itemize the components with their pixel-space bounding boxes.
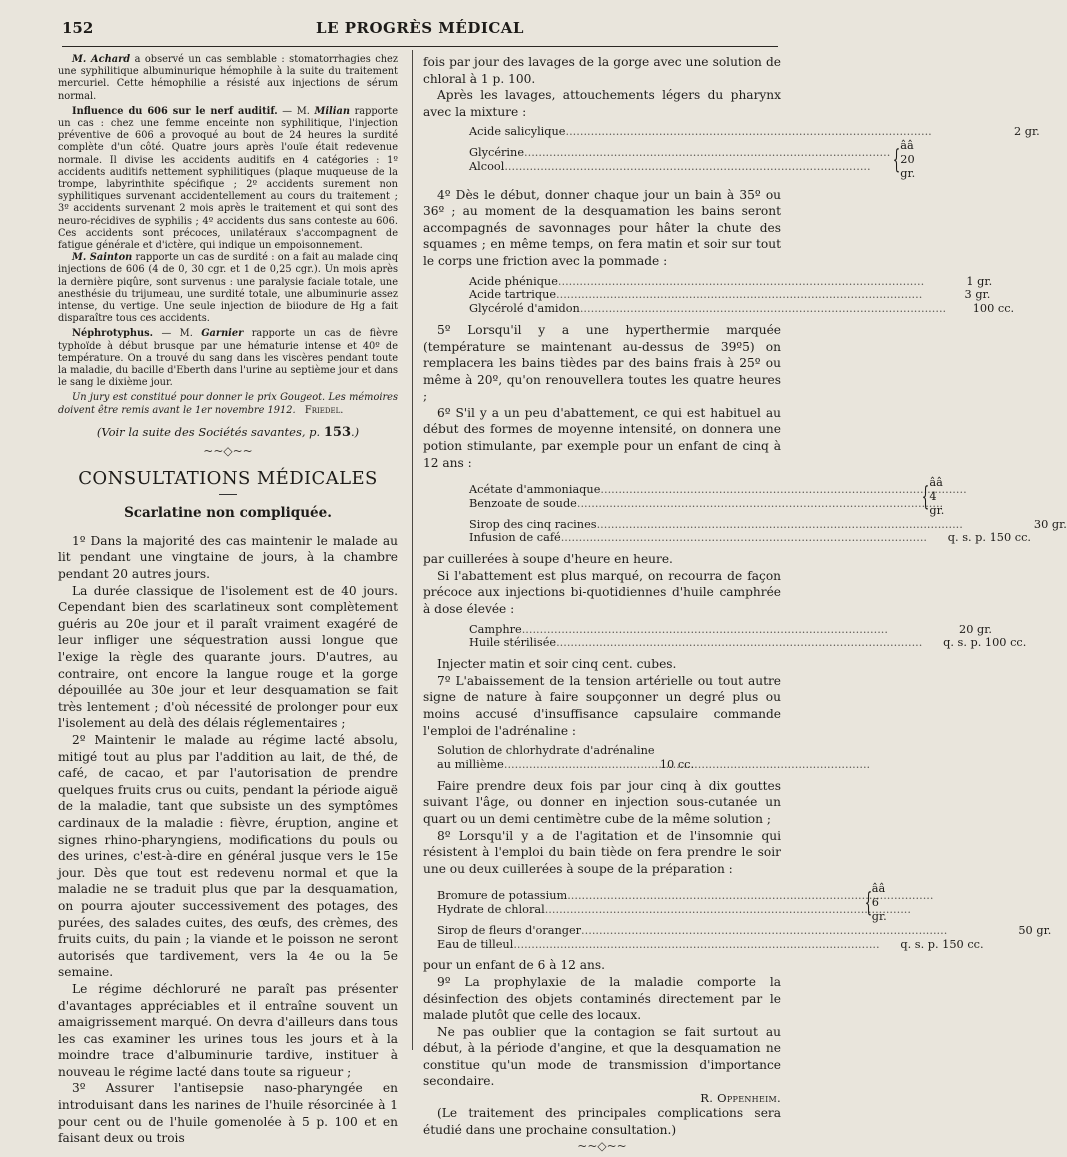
adrenaline-dosage: Faire prendre deux fois par jour cinq à dix gouttes suivant l'âge, ou donner en injection sous-cutanée un quart ou un demi centimètre cube de la même solution ; [423,778,781,826]
brace: { [864,888,872,919]
prescription-camphor [469,622,1027,651]
page-number: 152 [62,19,94,37]
rx-item: Acétate d'ammoniaque ..... [469,483,919,497]
paragraph-nephrotyphus: Néphrotyphus. — M. Garnier rapporte un cas de fièvre typhoïde à début brusque par une hématurie intense et 40º de température. On a trouvé du sang dans les viscères pendant toute la maladie, du bacille d'Eberth dans l'urine au septième jour et dans le sang le dixième jour. [58,328,398,389]
rx-item: Solution de chlorhydrate d'adrénaline [437,744,655,758]
author-signature: R. Oppenheim. [700,1091,781,1106]
contagion-paragraph: Ne pas oublier que la contagion se fait surtout au début, à la période d'angine, et que la desquamation ne constitue qu'un mode de transmission d'importance secondaire. [423,1024,781,1089]
consultation-point-9: 9º La prophylaxie de la maladie comporte la désinfection des objets contaminés directement par le malade plutôt que celle des locaux. [423,974,781,1023]
right-column [423,54,1067,1157]
consultation-point-3: 3º Assurer l'antisepsie naso-pharyngée en introduisant dans les narines de l'huile résorcinée à 1 pour cent ou de l'huile gomenolée à 5 p. 100 et en faisant deux ou trois [58,1081,398,1146]
ornament-divider: ~~◇~~ [203,443,253,458]
prescription-pommade [469,274,1015,316]
paragraph-jury: Un jury est constitué pour donner le prix Gougeot. Les mémoires doivent être remis avant le 1er novembre 1912. Friedel. [58,392,398,416]
consultation-point-1: 1º Dans la majorité des cas maintenir le malade au lit pendant une vingtaine de jours, à la chambre pendant 20 autres jours. [58,533,398,582]
rx-item: Bromure de potassium ..... [437,889,862,903]
section-subtitle: Scarlatine non compliquée. [124,504,332,521]
rx-item: Alcool ..... [469,160,890,174]
closing-note: (Le traitement des principales complications sera étudié dans une prochaine consultation.) [423,1106,781,1137]
section-title: CONSULTATIONS MÉDICALES [78,467,378,489]
prescription-potion [469,476,1067,545]
camphor-paragraph: Si l'abattement est plus marqué, on recourra de façon précoce aux injections bi-quotidiennes d'huile camphrée à dose élevée : [423,568,781,617]
page-header [62,16,778,47]
rx-item: Acide tartrique ..... 3 gr. [469,288,781,302]
consultation-point-6: 6º S'il y a un peu d'abattement, ce qui est habituel au début des formes de moyenne intensité, on donnera une potion stimulante, par exemple pour un enfant de cinq à 12 ans : [423,405,781,470]
brace: { [893,144,901,175]
left-column [58,54,398,1147]
rx-item: Eau de tilleul ..... q. s. p. 150 cc. [437,938,781,952]
age-note: pour un enfant de 6 à 12 ans. [423,958,606,973]
journal-title: LE PROGRÈS MÉDICAL [316,19,524,37]
rx-item: Sirop des cinq racines ..... 30 gr. [469,518,781,532]
rx-item: Acide phénique ..... 1 gr. [469,275,781,289]
paragraph-milian: Influence du 606 sur le nerf auditif. — M. Milian rapporte un cas : chez une femme enceinte non syphilitique, l'injection préventive de 606 a provoqué au bout de 24 heures la surdité complète d'un côté. Quatre jours après l'ouïe était redevenue normale. Il divise les accidents auditifs en 4 catégories : 1º accidents auditifs nettement syphilitiques (plaque muqueuse de la trompe, labyrinthite spécifique ; 2º accidents surement non syphilitiques survenant accidentellement au cours du traitement ; 3º accidents survenant 2 mois après le traitement et qui sont des neuro-récidives de syphilis ; 4º accidents dus sans conteste au 606. Ces accidents sont précoces, unilatéraux s'accompagnent de fatigue générale et d'ictère, qui indique un empoisonnement. [58,105,398,252]
rx-item: Glycérine ..... [469,146,890,160]
rx-group: Acétate d'ammoniaque ..... Benzoate de soude ..... { ââ 4 gr. [469,476,781,517]
brace: { [922,481,930,512]
rx-item: Hydrate de chloral ..... [437,903,862,917]
rx-item: Infusion de café ..... q. s. p. 150 cc. [469,531,781,545]
lavage-paragraph: Après les lavages, attouchements légers du pharynx avec la mixture : [423,88,781,119]
consultation-point-2: 2º Maintenir le malade au régime lacté absolu, mitigé tout au plus par l'addition au lait, de thé, de café, de cacao, et par l'autorisation de prendre quelques fruits crus ou cuits, pendant la période aiguë de la maladie, tant que subsiste un des symptômes cardinaux de la maladie : fièvre, éruption, angine et signes rhino-pharyngiens, modifications du pouls ou des urines, c'est-à-dire en général jusque vers le 15e jour. Dès que tout est redevenu normal et que la maladie ne se traduit plus que par la desquamation, on pourra ajouter successivement des potages, des purées, des salades cuites, des œufs, des crèmes, des fruits cuits, du pain ; la viande et le poisson ne seront autorisés que tardivement, vers la 4e ou la 5e semaine. [58,733,398,980]
ornament-divider: ~~◇~~ [577,1139,627,1154]
injection-note: Injecter matin et soir cinq cent. cubes. [437,657,677,672]
rx-item: Benzoate de soude ..... [469,497,919,511]
continued-paragraph: fois par jour des lavages de la gorge avec une solution de chloral à 1 p. 100. [423,55,781,86]
isolation-paragraph: La durée classique de l'isolement est de 40 jours. Cependant bien des scarlatineux sont complètement guéris au 20e jour et il paraît vraiment exagéré de leur infliger une séquestration aussi longue que l'exige la règle des quarante jours. D'autres, au contraire, ont encore la langue rouge et la gorge dépouillée au 30e jour et leur desquamation se fait très lentement ; d'où nécessité de prolonger pour eux l'isolement au delà des délais réglementaires ; [58,583,398,731]
rx-group: Glycérine ..... Alcool ..... { ââ 20 gr. [469,139,781,180]
rx-item: Huile stérilisée ..... q. s. p. 100 cc. [469,636,781,650]
consultation-point-8: 8º Lorsqu'il y a de l'agitation et de l'insomnie qui résistent à l'emploi du bain tiède on fera prendre le soir une ou deux cuillerées à soupe de la préparation : [423,828,781,876]
rx-item: Acide salicylique ..... 2 gr. [469,125,781,139]
consultation-point-7: 7º L'abaissement de la tension artérielle ou tout autre signe de nature à faire soupçonner un degré plus ou moins accusé d'insuffisance capsulaire commande l'emploi de l'adrénaline : [423,673,781,738]
column-divider [412,50,413,1050]
prescription-mixture [469,125,1040,180]
diet-paragraph: Le régime déchloruré ne paraît pas présenter d'avantages appréciables et il entraîne souvent un amaigrissement marqué. On devra d'ailleurs dans tous les cas examiner les urines tous les jours et à la moindre trace d'albuminurie tardive, instituer à nouveau le régime lacté dans toute sa rigueur ; [58,981,398,1079]
prescription-sedative [437,882,1052,951]
paragraph-sainton: M. Sainton rapporte un cas de surdité : on a fait au malade cinq injections de 606 (4 de 0, 30 cgr. et 1 de 0,25 cgr.). Un mois après la dernière piqûre, sont survenus : une paralysie faciale totale, une anesthésie du trijumeau, une surdité totale, une albuminurie assez intense, du vertige. Une seule injection de biiodure de Hg a fait disparaître tous ces accidents. [58,252,398,325]
title-rule [219,494,237,495]
rx-item: Camphre ..... 20 gr. [469,623,781,637]
paragraph-achard: M. Achard a observé un cas semblable : stomatorrhagies chez une syphilitique albuminurique hémophile à la suite du traitement mercuriel. Cette hémophilie a résisté aux injections de sérum normal. [58,54,398,102]
rx-item: Glycérolé d'amidon ..... 100 cc. [469,302,781,316]
rx-item: au millième ..... 10 cc. [437,758,781,772]
rx-item: Sirop de fleurs d'oranger ..... 50 gr. [437,924,781,938]
rx-group: Bromure de potassium ..... Hydrate de chloral ..... { ââ 6 gr. [437,882,781,923]
consultation-point-5: 5º Lorsqu'il y a une hyperthermie marquée (température se maintenant au-dessus de 39º5) on remplacera les bains tièdes par des bains frais à 25º ou même à 20º, qu'on renouvellera toutes les quatre heures ; [423,322,781,404]
dosage-note: par cuillerées à soupe d'heure en heure. [423,552,673,567]
see-more-note: (Voir la suite des Sociétés savantes, p. 153.) [96,424,360,440]
prescription-adrenaline [437,744,781,772]
consultation-point-4: 4º Dès le début, donner chaque jour un bain à 35º ou 36º ; au moment de la desquamation les bains seront accompagnés de savonnages pour hâter la chute des squames ; en même temps, on fera matin et soir sur tout le corps une friction avec la pommade : [423,187,781,268]
